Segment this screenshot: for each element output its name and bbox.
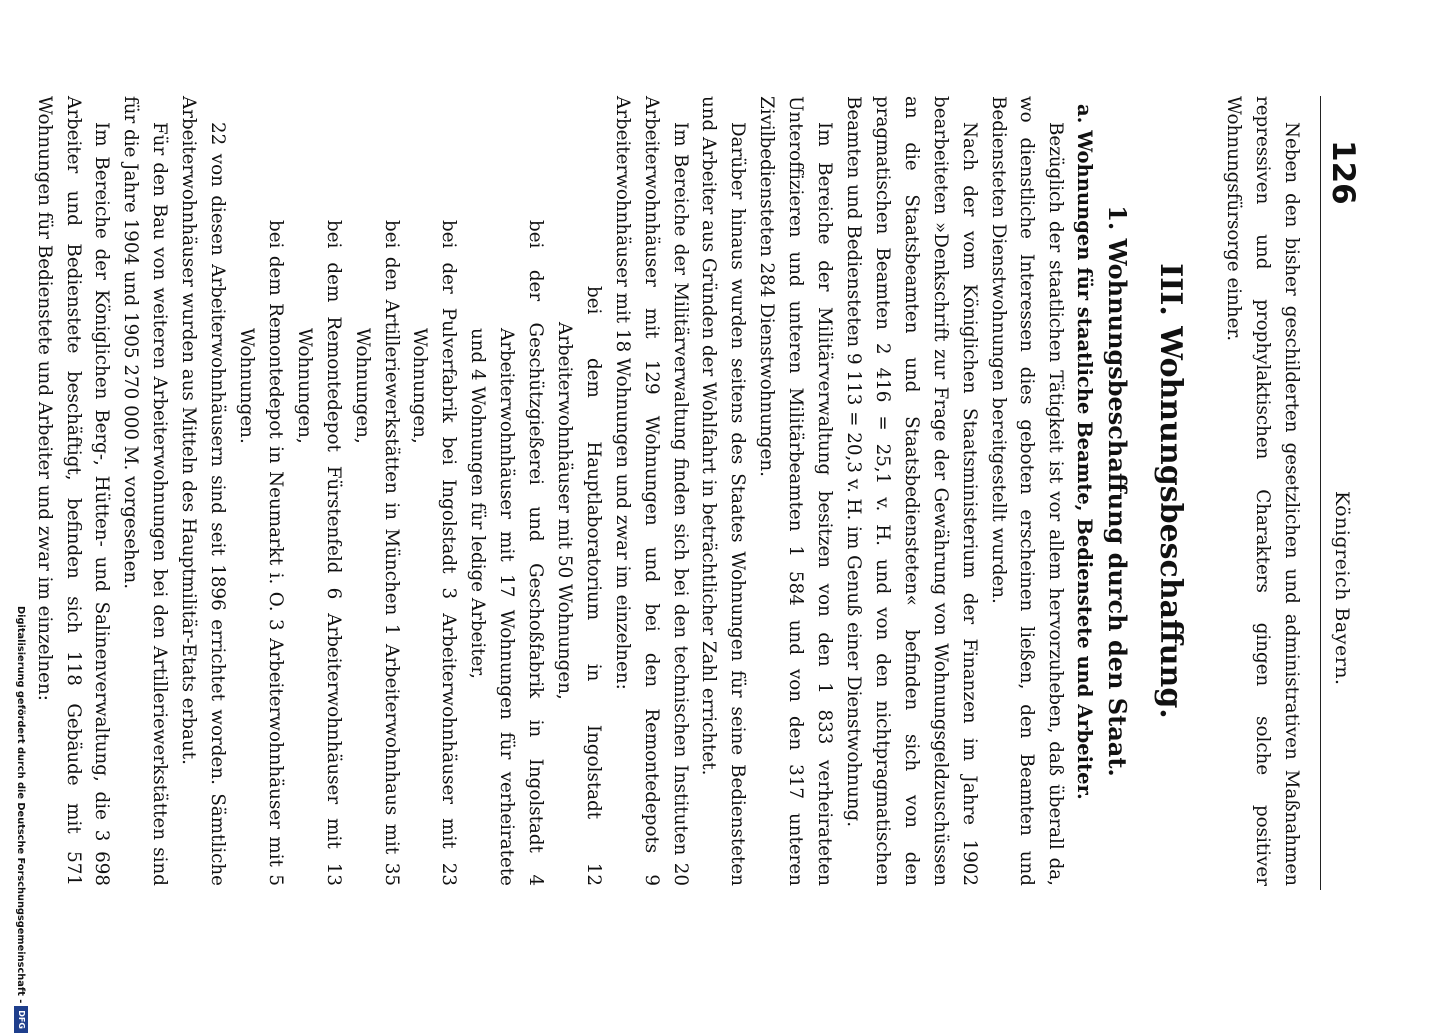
list-item: bei der Geschützgießerei und Geschoßfabrik in Ingolstadt 4 Arbeiterwohnhäuser mit 17 Wohnungen für verheiratete und 4 Wohnungen für ledige Arbeiter, — [467, 220, 547, 886]
list-item: bei dem Remontedepot Fürstenfeld 6 Arbeiterwohnhäuser mit 13 Wohnungen, — [293, 220, 344, 886]
list-item: bei dem Remontedepot in Neumarkt i. O. 3 Arbeiterwohnhäuser mit 5 Wohnungen. — [236, 220, 286, 886]
list-item: bei der Pulverfabrik bei Ingolstadt 3 Arbeiterwohnhäuser mit 23 Wohnungen, — [409, 220, 460, 886]
paragraph: Darüber hinaus wurden seitens des Staates Wohnungen für seine Bediensteten und Arbeiter aus Gründen der Wohlfahrt in beträchtlicher Zahl errichtet. — [698, 96, 749, 886]
paragraph: Nach der vom Königlichen Staatsministerium der Finanzen im Jahre 1902 bearbeiteten »Denkschrift zur Frage der Gewährung von Wohnungsgeldzuschüssen an die Staatsbeamten und Staatsbediensteten« befinden sich von den pragmatischen Beamten 2 416 = 25,1 v. H. und von den nichtpragmatischen Beamten und Bediensteten 9 113 = 20,3 v. H. im Genuß einer Dienstwohnung. — [843, 96, 980, 886]
credit-text: Digitalisierung gefördert durch die Deutsche Forschungsgemeinschaft - — [15, 606, 27, 1004]
section-title: 1. Wohnungsbeschaffung durch den Staat. — [1103, 205, 1133, 777]
subsection-title: a. Wohnungen für staatliche Beamte, Bedienstete und Arbeiter. — [1073, 104, 1097, 800]
page-body — [29, 96, 1305, 886]
paragraph: 22 von diesen Arbeiterwohnhäusern sind seit 1896 errichtet worden. Sämtliche Arbeiterwohnhäuser wurden aus Mitteln des Hauptmilitär-Etats erbaut. — [178, 96, 229, 886]
page-header — [1320, 96, 1365, 890]
paragraph: Im Bereiche der Militärverwaltung finden sich bei den technischen Instituten 20 Arbeiterwohnhäuser mit 129 Wohnungen und bei den Remontedepots 9 Arbeiterwohnhäuser mit 18 Wohnungen und zwar im einzelnen: — [611, 96, 691, 886]
list-item: bei den Artilleriewerkstätten in München 1 Arbeiterwohnhaus mit 35 Wohnungen, — [351, 220, 402, 886]
running-head: Königreich Bayern. — [1331, 491, 1353, 686]
list-item: bei dem Hauptlaboratorium in Ingolstadt 12 Arbeiterwohnhäuser mit 50 Wohnungen, — [553, 286, 604, 886]
paragraph: Im Bereiche der Königlichen Berg-, Hütten- und Salinenverwaltung, die 3 698 Arbeiter und Bedienstete beschäftigt, befinden sich 118 Gebäude mit 571 Wohnungen für Bedienstete und Arbeiter und zwar im einzelnen: — [33, 96, 113, 886]
intro-paragraph: Neben den bisher geschilderten gesetzlichen und administrativen Maßnahmen repressiven und prophylaktischen Charakters gingen solche positiver Wohnungsfürsorge einher. — [1223, 96, 1302, 886]
paragraph: Bezüglich der staatlichen Tätigkeit ist vor allem hervorzuheben, daß überall da, wo dienstliche Interessen dies geboten erscheinen ließen, den Beamten und Bediensteten Dienstwohnungen bereitgestellt wurden. — [987, 96, 1067, 886]
dfg-logo: DFG — [14, 1006, 28, 1033]
paragraph: Im Bereiche der Militärverwaltung besitzen von den 1 833 verheirateten Unteroffizieren und unteren Militärbeamten 1 584 und von den 317 unteren Zivilbediensteten 284 Dienstwohnungen. — [756, 96, 836, 886]
paragraph: Für den Bau von weiteren Arbeiterwohnungen bei den Artilleriewerkstätten sind für die Jahre 1904 und 1905 270 000 M. vorgesehen. — [120, 96, 171, 886]
digitization-credit — [14, 606, 28, 1029]
chapter-title: III. Wohnungsbeschaffung. — [1153, 263, 1189, 719]
page-number: 126 — [1325, 140, 1361, 205]
